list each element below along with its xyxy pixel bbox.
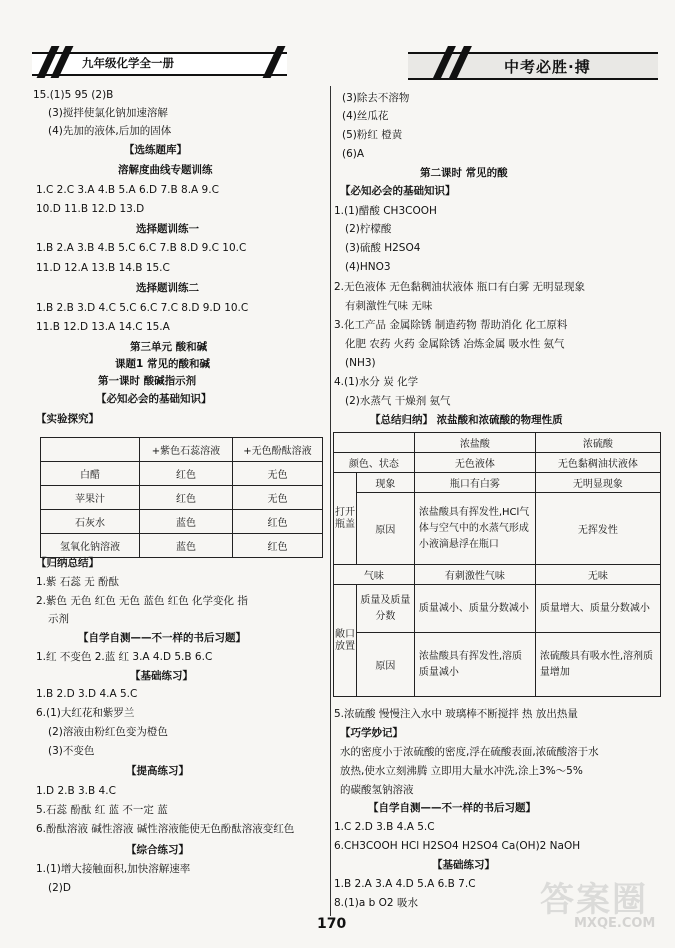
answer-line: 1.(1)醋酸 CH3COOH [334, 205, 437, 217]
answer-line: 15.(1)5 95 (2)B [33, 89, 114, 101]
table-cell: 现象 [357, 473, 415, 493]
table-header: +无色酚酞溶液 [233, 438, 323, 462]
answer-line: 6.CH3COOH HCl H2SO4 H2SO4 Ca(OH)2 NaOH [334, 840, 581, 852]
section-heading: 【总结归纳】 浓盐酸和浓硫酸的物理性质 [370, 414, 563, 426]
series-title: 中考必胜·搏 [504, 58, 591, 76]
answer-line: 6.酚酞溶液 碱性溶液 碱性溶液能使无色酚酞溶液变红色 [36, 823, 295, 835]
answer-line: 1.B 2.B 3.D 4.C 5.C 6.C 7.C 8.D 9.D 10.C [36, 302, 249, 314]
table-cell: 浓硫酸具有吸水性,溶剂质量增加 [535, 633, 660, 697]
section-heading: 【提高练习】 [126, 765, 189, 777]
answer-line: 5.石蕊 酚酞 红 蓝 不一定 蓝 [36, 804, 168, 816]
table-cell: 红色 [140, 462, 233, 486]
table-group: 敞口放置 [334, 585, 357, 697]
section-heading: 溶解度曲线专题训练 [118, 164, 213, 176]
answer-line: 2.紫色 无色 红色 无色 蓝色 红色 化学变化 指 [36, 595, 248, 607]
table-cell: 质量减小、质量分数减小 [414, 585, 535, 633]
table-cell: 无色液体 [414, 453, 535, 473]
page-number: 170 [317, 916, 347, 932]
answer-line: (2)D [48, 882, 71, 894]
answer-line: (4)先加的液体,后加的固体 [48, 125, 172, 137]
answer-line: 11.D 12.A 13.B 14.B 15.C [36, 262, 170, 274]
table-cell: 原因 [357, 633, 415, 697]
table-cell: 原因 [357, 493, 415, 565]
table-cell: 氢氧化钠溶液 [41, 534, 140, 558]
answer-line: (3)硫酸 H2SO4 [345, 242, 421, 254]
answer-line: 3.化工产品 金属除锈 制造药物 帮助消化 化工原料 [334, 319, 568, 331]
answer-line: (2)溶液由粉红色变为橙色 [48, 726, 168, 738]
section-heading: 选择题训练二 [136, 282, 199, 294]
answer-line: 有刺激性气味 无味 [345, 300, 433, 312]
answer-line: 水的密度小于浓硫酸的密度,浮在硫酸表面,浓硫酸溶于水 [340, 746, 599, 758]
table-cell: 质量增大、质量分数减小 [535, 585, 660, 633]
table-cell: 浓盐酸具有挥发性,HCl气体与空气中的水蒸气形成小液滴悬浮在瓶口 [414, 493, 535, 565]
table-cell: 红色 [140, 486, 233, 510]
answer-line: (3)除去不溶物 [342, 92, 410, 104]
table-cell: 无色 [233, 462, 323, 486]
section-heading: 【必知必会的基础知识】 [96, 393, 212, 405]
table-group: 打开瓶盖 [334, 473, 357, 565]
answer-line: (3)搅拌使氯化钠加速溶解 [48, 107, 168, 119]
table-cell: 无味 [535, 565, 660, 585]
answer-line: 放热,使水立刻沸腾 立即用大量水冲洗,涂上3%～5% [340, 765, 583, 777]
answer-line: 11.B 12.D 13.A 14.C 15.A [36, 321, 170, 333]
table-cell: 质量及质量分数 [357, 585, 415, 633]
table-cell: 颜色、状态 [334, 453, 415, 473]
answer-line: (5)粉红 橙黄 [342, 129, 403, 141]
table-cell: 无明显现象 [535, 473, 660, 493]
answer-line: 8.(1)a b O2 吸水 [334, 897, 418, 909]
table-cell: 有刺激性气味 [414, 565, 535, 585]
acid-properties-table [333, 432, 661, 697]
table-header [41, 438, 140, 462]
answer-line: 6.(1)大红花和紫罗兰 [36, 707, 135, 719]
watermark-logo: 答案圈 [540, 880, 648, 920]
table-cell: 无挥发性 [535, 493, 660, 565]
answer-line: (3)不变色 [48, 745, 95, 757]
answer-line: (2)水蒸气 干燥剂 氨气 [345, 395, 451, 407]
table-header: +紫色石蕊溶液 [140, 438, 233, 462]
answer-line: 1.红 不变色 2.蓝 红 3.A 4.D 5.B 6.C [36, 651, 213, 663]
section-heading: 【归纳总结】 [36, 557, 99, 569]
answer-line: 1.B 2.A 3.B 4.B 5.C 6.C 7.B 8.D 9.C 10.C [36, 242, 247, 254]
answer-line: 1.B 2.D 3.D 4.A 5.C [36, 688, 138, 700]
answer-line: 1.紫 石蕊 无 酚酞 [36, 576, 120, 588]
section-heading: 【自学自测——不一样的书后习题】 [78, 632, 246, 644]
section-heading: 【必知必会的基础知识】 [340, 185, 456, 197]
column-divider [330, 86, 331, 916]
table-cell: 浓盐酸具有挥发性,溶质质量减小 [414, 633, 535, 697]
lesson-heading: 第一课时 酸碱指示剂 [98, 375, 197, 387]
table-cell: 红色 [233, 510, 323, 534]
answer-line: 1.C 2.C 3.A 4.B 5.A 6.D 7.B 8.A 9.C [36, 184, 219, 196]
table-cell: 气味 [334, 565, 415, 585]
section-heading: 【自学自测——不一样的书后习题】 [368, 802, 536, 814]
unit-heading: 第三单元 酸和碱 [130, 341, 208, 353]
section-heading: 【基础练习】 [130, 670, 193, 682]
answer-line: 10.D 11.B 12.D 13.D [36, 203, 145, 215]
section-heading: 【巧学妙记】 [340, 727, 403, 739]
watermark-url: MXQE.COM [574, 916, 656, 931]
answer-line: 5.浓硫酸 慢慢注入水中 玻璃棒不断搅拌 热 放出热量 [334, 708, 578, 720]
answer-line: (4)丝瓜花 [342, 110, 389, 122]
answer-line: (NH3) [345, 357, 376, 369]
header-left [32, 42, 287, 76]
table-header: 浓硫酸 [535, 433, 660, 453]
answer-line: 化肥 农药 火药 金属除锈 冶炼金属 吸水性 氨气 [345, 338, 565, 350]
answer-line: 1.D 2.B 3.B 4.C [36, 785, 116, 797]
table-cell: 无色 [233, 486, 323, 510]
header-right [408, 44, 660, 78]
answer-line: 2.无色液体 无色黏稠油状液体 瓶口有白雾 无明显现象 [334, 281, 586, 293]
table-cell [334, 433, 415, 453]
section-heading: 【基础练习】 [432, 859, 495, 871]
answer-line: (4)HNO3 [345, 261, 391, 273]
table-cell: 红色 [233, 534, 323, 558]
watermark [534, 872, 674, 946]
table-cell: 白醋 [41, 462, 140, 486]
lesson-heading: 第二课时 常见的酸 [420, 167, 508, 179]
table-cell: 无色黏稠油状液体 [535, 453, 660, 473]
table-cell: 苹果汁 [41, 486, 140, 510]
section-heading: 【综合练习】 [126, 844, 189, 856]
answer-line: 1.(1)增大接触面积,加快溶解速率 [36, 863, 191, 875]
table-cell: 蓝色 [140, 510, 233, 534]
table-cell: 瓶口有白雾 [414, 473, 535, 493]
answer-line: 4.(1)水分 炭 化学 [334, 376, 419, 388]
section-heading: 选择题训练一 [136, 223, 199, 235]
section-heading: 【选练题库】 [124, 144, 187, 156]
answer-line: 1.B 2.A 3.A 4.D 5.A 6.B 7.C [334, 878, 476, 890]
table-header: 浓盐酸 [414, 433, 535, 453]
table-cell: 石灰水 [41, 510, 140, 534]
lesson-heading: 课题1 常见的酸和碱 [115, 358, 210, 370]
answer-line: 示剂 [48, 613, 69, 625]
answer-line: 1.C 2.D 3.B 4.A 5.C [334, 821, 435, 833]
answer-line: (2)柠檬酸 [345, 223, 392, 235]
answer-line: (6)A [342, 148, 365, 160]
answer-line: 的碳酸氢钠溶液 [340, 784, 414, 796]
section-heading: 【实验探究】 [36, 413, 99, 425]
indicator-table [40, 437, 323, 558]
book-title: 九年级化学全一册 [82, 56, 174, 70]
table-cell: 蓝色 [140, 534, 233, 558]
